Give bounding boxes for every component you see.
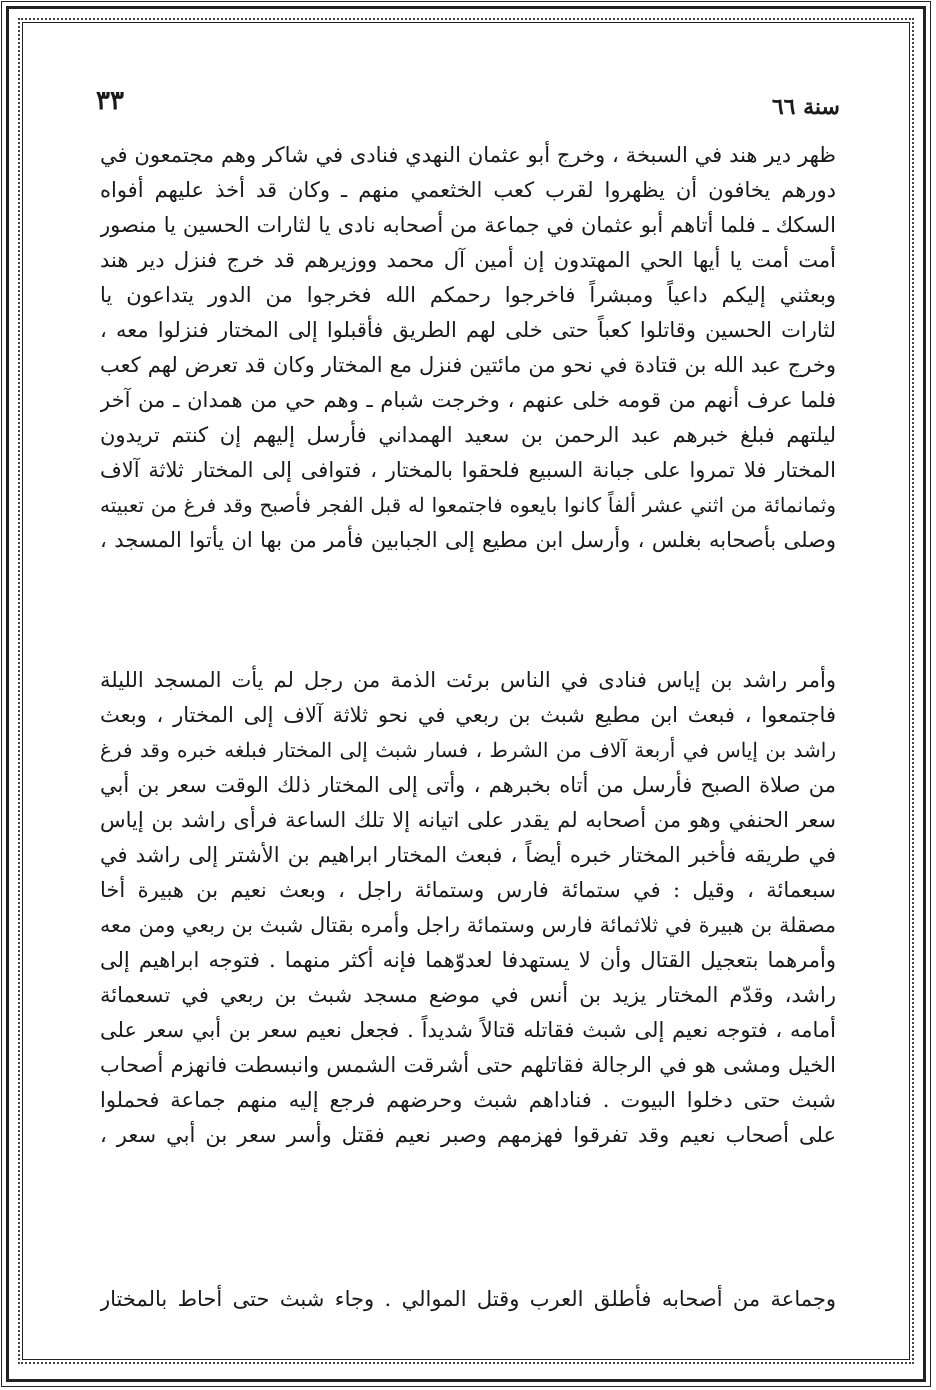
paragraph-3 <box>100 1282 836 1317</box>
text-line: ليلتهم فبلغ خبرهم عبد الرحمن بن سعيد الهمداني فأرسل إليهم إن كنتم تريدون <box>100 423 836 447</box>
text-line: وصلى بأصحابه بغلس ، وأرسل ابن مطيع إلى الجبابين فأمر من بها ان يأتوا المسجد ، <box>100 528 836 552</box>
text-line: الخيل ومشى هو في الرجالة فقاتلهم حتى أشرقت الشمس وانبسطت فانهزم أصحاب <box>100 1053 836 1077</box>
text-line: دورهم يخافون أن يظهروا لقرب كعب الخثعمي منهم ـ وكان قد أخذ عليهم أفواه <box>100 178 836 202</box>
page-number: ٣٣ <box>96 86 124 116</box>
text-line: راشد بن إياس في أربعة آلاف من الشرط ، فسار شبث إلى المختار فبلغه خبره وقد فرغ <box>100 738 836 762</box>
text-line: وأمرهما بتعجيل القتال وأن لا يستهدفا لعدوّهما فإنه أكثر منهما . فتوجه ابراهيم إلى <box>100 948 836 972</box>
text-line: وأمر راشد بن إياس فنادى في الناس برئت الذمة من رجل لم يأت المسجد الليلة <box>100 668 836 692</box>
text-line: في طريقه فأخبر المختار خبره أيضاً ، فبعث المختار ابراهيم بن الأشتر إلى راشد في <box>100 843 836 867</box>
text-line: وجماعة من أصحابه فأطلق العرب وقتل الموالي . وجاء شبث حتى أحاط بالمختار <box>100 1287 836 1311</box>
text-line: مصقلة بن هبيرة في ثلاثمائة فارس وستمائة راجل وأمره بقتال شبث بن ربعي ومن معه <box>100 913 836 937</box>
text-line: سعر الحنفي وهو من أصحابه لم يقدر على اتيانه إلا تلك الساعة فرأى راشد بن إياس <box>100 808 836 832</box>
paragraph-2 <box>100 663 836 1153</box>
text-line: فلما عرف أنهم من قومه خلى عنهم ، وخرجت شبام ـ وهم حي من همدان ـ من آخر <box>100 388 836 412</box>
text-line: من صلاة الصبح فأرسل من أتاه بخبرهم ، وأتى إلى المختار ذلك الوقت سعر بن أبي <box>100 773 836 797</box>
text-line: راشد، وقدّم المختار يزيد بن أنس في موضع مسجد شبث بن ربعي في تسعمائة <box>100 983 836 1007</box>
text-line: المختار فلا تمروا على جبانة السبيع فلحقوا بالمختار ، فتوافى إلى المختار ثلاثة آلاف <box>100 458 836 482</box>
text-line: أمت أمت يا أيها الحي المهتدون إن أمين آل محمد ووزيرهم قد خرج فنزل دير هند <box>100 248 836 272</box>
text-line: ظهر دير هند في السبخة ، وخرج أبو عثمان النهدي فنادى في شاكر وهم مجتمعون في <box>100 143 836 167</box>
text-line: وخرج عبد الله بن قتادة في نحو من مائتين فنزل مع المختار وكان قد تعرض لهم كعب <box>100 353 836 377</box>
running-header <box>96 86 840 126</box>
text-line: فاجتمعوا ، فبعث ابن مطيع شبث بن ربعي في نحو ثلاثة آلاف إلى المختار ، وبعث <box>100 703 836 727</box>
text-line: وبعثني إليكم داعياً ومبشراً فاخرجوا رحمكم الله فخرجوا من الدور يتداعون يا <box>100 283 836 307</box>
paragraph-1 <box>100 138 836 558</box>
header-year: سنة ٦٦ <box>771 94 840 120</box>
text-line: وثمانمائة من اثني عشر ألفاً كانوا بايعوه فاجتمعوا له قبل الفجر فأصبح وقد فرغ من تعبيته <box>100 493 836 517</box>
text-line: على أصحاب نعيم وقد تفرقوا فهزمهم وصبر نعيم فقتل وأسر سعر بن أبي سعر ، <box>100 1123 836 1147</box>
text-line: شبث حتى دخلوا البيوت . فناداهم شبث وحرضهم فرجع إليه منهم جماعة فحملوا <box>100 1088 836 1112</box>
text-line: السكك ـ فلما أتاهم أبو عثمان في جماعة من أصحابه نادى يا لثارات الحسين يا منصور <box>100 213 836 237</box>
text-line: لثارات الحسين وقاتلوا كعباً حتى خلى لهم الطريق فأقبلوا إلى المختار فنزلوا معه ، <box>100 318 836 342</box>
text-line: سبعمائة ، وقيل : في ستمائة فارس وستمائة راجل ، وبعث نعيم بن هبيرة أخا <box>100 878 836 902</box>
text-line: أمامه ، فتوجه نعيم إلى شبث فقاتله قتالاً شديداً . فجعل نعيم سعر بن أبي سعر على <box>100 1018 836 1042</box>
